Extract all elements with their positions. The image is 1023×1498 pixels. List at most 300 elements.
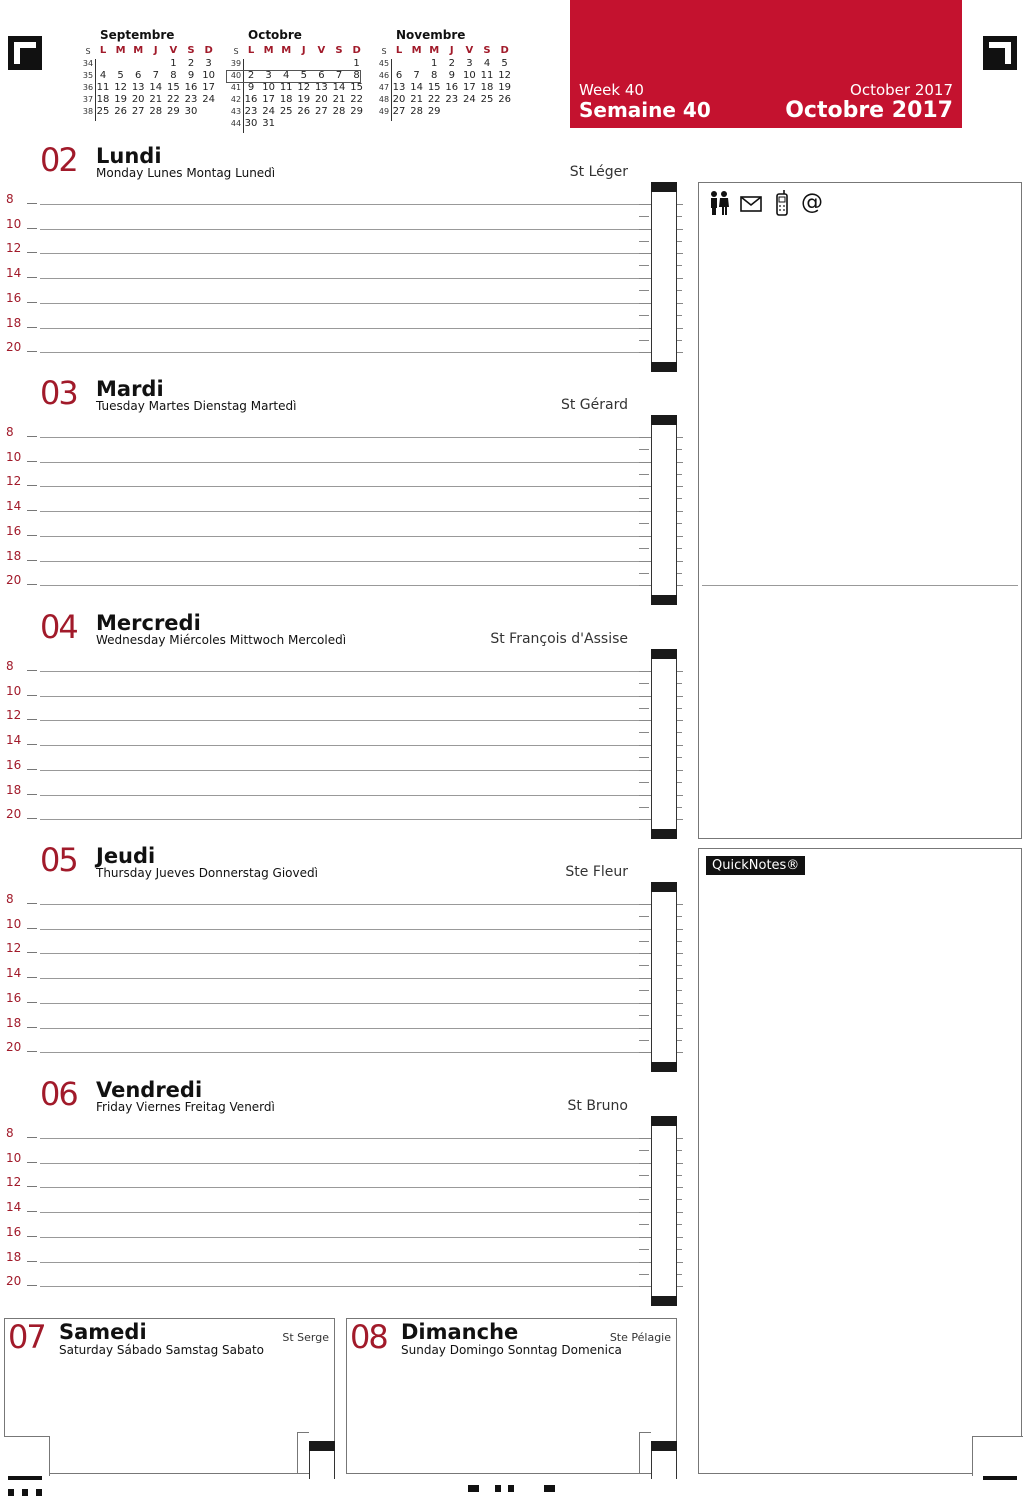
strip-tick	[677, 671, 683, 672]
hour-line[interactable]	[40, 278, 650, 279]
calendar-day[interactable]: 23	[445, 94, 459, 105]
strip-tick	[639, 782, 649, 783]
strip-tick	[677, 573, 682, 574]
calendar-day[interactable]: 24	[262, 106, 275, 117]
checkbox-strip[interactable]	[651, 1441, 677, 1479]
calendar-day[interactable]: 19	[498, 82, 511, 93]
calendar-day[interactable]: 13	[131, 82, 145, 93]
people-icon	[708, 190, 730, 221]
hour-line[interactable]	[40, 462, 650, 463]
calendar-day[interactable]: 9	[247, 82, 255, 93]
calendar-day[interactable]: 9	[187, 70, 195, 81]
hour-tick	[27, 928, 37, 929]
hour-line[interactable]	[40, 303, 650, 304]
calendar-day[interactable]: 28	[149, 106, 163, 117]
calendar-day[interactable]: 14	[149, 82, 163, 93]
hour-tick	[27, 977, 37, 978]
calendar-day[interactable]: 25	[279, 106, 293, 117]
hour-tick	[27, 794, 37, 795]
week-number: 35	[82, 71, 94, 80]
calendar-day[interactable]: 26	[114, 106, 127, 117]
hour-tick	[27, 327, 37, 328]
strip-tick	[677, 1286, 683, 1287]
hour-label: 18	[6, 1015, 22, 1030]
weekday-header: D	[352, 45, 361, 56]
week-number: 44	[230, 119, 242, 128]
footer-mark	[495, 1485, 501, 1492]
strip-tick	[677, 216, 682, 217]
calendar-day[interactable]: 16	[445, 82, 459, 93]
hour-tick	[27, 302, 37, 303]
calendar-day[interactable]: 27	[392, 106, 406, 117]
calendar-day[interactable]: 29	[167, 106, 180, 117]
weekday-header: M	[281, 45, 292, 56]
hour-line[interactable]	[40, 745, 650, 746]
hour-tick	[27, 485, 37, 486]
calendar-day[interactable]: 25	[480, 94, 494, 105]
strip-tick	[677, 498, 682, 499]
strip-cap-bottom	[651, 829, 677, 839]
calendar-day[interactable]: 15	[427, 82, 441, 93]
calendar-day[interactable]: 13	[315, 82, 328, 93]
calendar-day[interactable]: 10	[202, 70, 215, 81]
calendar-day[interactable]: 16	[244, 94, 258, 105]
hour-label: 12	[6, 474, 22, 489]
hour-line[interactable]	[40, 511, 650, 512]
strip-tick	[639, 807, 649, 808]
strip-tick	[639, 1015, 649, 1016]
strip-tick	[639, 1286, 651, 1287]
week-header	[570, 0, 962, 128]
checkbox-strip[interactable]	[651, 1116, 677, 1306]
weekday-header: J	[301, 45, 306, 56]
calendar-day[interactable]: 2	[247, 70, 255, 81]
strip-tick	[677, 265, 682, 266]
strip-tick	[677, 782, 682, 783]
strip-tick	[677, 511, 683, 512]
calendar-day[interactable]: 28	[410, 106, 423, 117]
hour-line[interactable]	[40, 1262, 650, 1263]
hour-line[interactable]	[40, 561, 650, 562]
strip-tick	[677, 1015, 682, 1016]
calendar-day[interactable]: 8	[353, 70, 360, 81]
hour-line[interactable]	[40, 437, 650, 438]
calendar-day[interactable]: 22	[427, 94, 441, 105]
strip-tick	[677, 303, 683, 304]
strip-tick	[677, 696, 683, 697]
calendar-day[interactable]: 9	[448, 70, 455, 81]
strip-tick	[639, 929, 651, 930]
weekday-header: V	[465, 45, 474, 56]
checkbox-strip[interactable]	[651, 649, 677, 839]
strip-tick	[677, 437, 683, 438]
calendar-day[interactable]: 21	[332, 94, 346, 105]
calendar-day[interactable]: 11	[480, 70, 494, 81]
hour-line[interactable]	[40, 1187, 650, 1188]
hour-line[interactable]	[40, 1163, 650, 1164]
strip-tick	[639, 916, 649, 917]
corner-mark-top-right-icon	[983, 36, 1017, 70]
hour-label: 10	[6, 683, 22, 698]
strip-tick	[677, 315, 682, 316]
calendar-day[interactable]: 8	[431, 70, 438, 81]
strip-tick	[639, 523, 649, 524]
calendar-day[interactable]: 6	[395, 70, 403, 81]
strip-tick	[639, 1028, 651, 1029]
day-translations: Saturday Sábado Samstag Sabato	[59, 1343, 264, 1357]
saint-name: St Serge	[282, 1331, 329, 1344]
calendar-day[interactable]: 18	[480, 82, 494, 93]
week-number: 38	[82, 107, 94, 116]
hour-line[interactable]	[40, 1212, 650, 1213]
strip-tick	[677, 745, 683, 746]
footer-mark	[22, 1489, 28, 1496]
strip-cap-bottom	[651, 1062, 677, 1072]
hour-tick	[27, 952, 37, 953]
envelope-icon	[740, 196, 762, 217]
strip-tick	[677, 523, 682, 524]
hour-line[interactable]	[40, 1052, 650, 1053]
hour-line[interactable]	[40, 1028, 650, 1029]
hour-line[interactable]	[40, 1138, 650, 1139]
strip-tick	[677, 941, 682, 942]
calendar-day[interactable]: 1	[431, 58, 438, 69]
strip-tick	[639, 486, 651, 487]
hour-label: 16	[6, 523, 22, 538]
week-number: 46	[378, 71, 390, 80]
weekday-header: M	[115, 45, 126, 56]
calendar-day[interactable]: 8	[170, 70, 177, 81]
calendar-day[interactable]: 31	[262, 118, 275, 129]
hour-line[interactable]	[40, 328, 650, 329]
calendar-day[interactable]: 6	[318, 70, 325, 81]
strip-tick	[639, 696, 651, 697]
hour-line[interactable]	[40, 671, 650, 672]
hour-label: 12	[6, 708, 22, 723]
hour-label: 16	[6, 290, 22, 305]
hour-label: 20	[6, 807, 22, 822]
hour-tick	[27, 277, 37, 278]
strip-tick	[677, 904, 683, 905]
calendar-day[interactable]: 16	[184, 82, 198, 93]
strip-tick	[639, 315, 649, 316]
week-number: 47	[378, 83, 390, 92]
calendar-day[interactable]: 23	[184, 94, 198, 105]
calendar-day[interactable]: 4	[99, 70, 107, 81]
hour-label: 18	[6, 1249, 22, 1264]
strip-tick	[677, 290, 682, 291]
weekday-header: S	[187, 45, 195, 56]
day-translations: Monday Lunes Montag Lunedì	[96, 166, 276, 180]
strip-tick	[639, 965, 649, 966]
strip-tick	[639, 1150, 649, 1151]
calendar-day[interactable]: 13	[392, 82, 406, 93]
calendar-day[interactable]: 30	[244, 118, 258, 129]
calendar-day[interactable]: 6	[135, 70, 142, 81]
hour-label: 16	[6, 990, 22, 1005]
calendar-day[interactable]: 27	[131, 106, 145, 117]
calendar-day[interactable]: 1	[170, 58, 177, 69]
calendar-day[interactable]: 28	[332, 106, 346, 117]
calendar-day[interactable]: 22	[350, 94, 363, 105]
strip-tick	[677, 819, 683, 820]
checkbox-strip[interactable]	[651, 415, 677, 605]
day-number: 02	[40, 141, 77, 179]
hour-label: 10	[6, 1150, 22, 1165]
saint-name: St François d'Assise	[490, 631, 628, 647]
calendar-day[interactable]: 18	[96, 94, 110, 105]
calendar-day[interactable]: 1	[353, 58, 360, 69]
weekday-header: V	[169, 45, 178, 56]
hour-line[interactable]	[40, 1003, 650, 1004]
calendar-day[interactable]: 17	[463, 82, 476, 93]
strip-tick	[677, 561, 683, 562]
calendar-day[interactable]: 24	[202, 94, 215, 105]
strip-tick	[677, 486, 683, 487]
hour-line[interactable]	[40, 1286, 650, 1287]
weekday-header: D	[204, 45, 213, 56]
calendar-day[interactable]: 7	[413, 70, 420, 81]
week-number: 49	[378, 107, 390, 116]
weekday-header: M	[133, 45, 144, 56]
strip-tick	[639, 757, 649, 758]
calendar-day[interactable]: 18	[279, 94, 293, 105]
hour-line[interactable]	[40, 770, 650, 771]
hour-line[interactable]	[40, 978, 650, 979]
calendar-day[interactable]: 12	[114, 82, 127, 93]
notch-line	[297, 1432, 309, 1433]
hour-tick	[27, 1186, 37, 1187]
hour-tick	[27, 1236, 37, 1237]
strip-tick	[639, 1237, 651, 1238]
calendar-day[interactable]: 7	[152, 70, 159, 81]
hour-line[interactable]	[40, 819, 650, 820]
calendar-day[interactable]: 3	[265, 70, 272, 81]
calendar-day[interactable]: 19	[114, 94, 127, 105]
strip-tick	[639, 352, 651, 353]
calendar-day[interactable]: 2	[187, 58, 195, 69]
strip-tick	[677, 1163, 683, 1164]
hour-tick	[27, 1162, 37, 1163]
strip-tick	[639, 573, 649, 574]
calendar-day[interactable]: 30	[184, 106, 198, 117]
week-number: 45	[378, 59, 390, 68]
calendar-day[interactable]: 17	[202, 82, 215, 93]
calendar-day[interactable]: 11	[96, 82, 110, 93]
hour-tick	[27, 818, 37, 819]
strip-tick	[677, 978, 683, 979]
calendar-day[interactable]: 20	[131, 94, 145, 105]
calendar-day[interactable]: 21	[410, 94, 423, 105]
calendar-day[interactable]: 3	[466, 58, 473, 69]
strip-tick	[677, 449, 682, 450]
hour-line[interactable]	[40, 1237, 650, 1238]
day-number: 03	[40, 374, 77, 412]
calendar-day[interactable]: 26	[297, 106, 311, 117]
month-label-en: October 2017	[850, 81, 953, 99]
strip-tick	[639, 1274, 649, 1275]
week-number: 36	[82, 83, 94, 92]
weekday-header: D	[500, 45, 509, 56]
strip-tick	[639, 941, 649, 942]
strip-tick	[677, 1212, 683, 1213]
strip-tick	[677, 757, 682, 758]
strip-tick	[639, 474, 649, 475]
hour-label: 8	[6, 659, 14, 673]
calendar-day[interactable]: 20	[392, 94, 406, 105]
strip-tick	[677, 1249, 682, 1250]
day-name: Mardi	[96, 377, 164, 401]
weekday-header: S	[335, 45, 343, 56]
hour-tick	[27, 1211, 37, 1212]
weekday-header: V	[317, 45, 326, 56]
calendar-day[interactable]: 15	[350, 82, 363, 93]
hour-line[interactable]	[40, 696, 650, 697]
hour-tick	[27, 1285, 37, 1286]
calendar-day[interactable]: 5	[501, 58, 508, 69]
calendar-day[interactable]: 17	[262, 94, 275, 105]
calendar-day[interactable]: 19	[297, 94, 311, 105]
hour-line[interactable]	[40, 204, 650, 205]
weekday-header: S	[381, 47, 387, 56]
checkbox-strip[interactable]	[651, 882, 677, 1072]
calendar-day[interactable]: 24	[463, 94, 476, 105]
strip-tick	[677, 770, 683, 771]
hour-line[interactable]	[40, 352, 650, 353]
hour-line[interactable]	[40, 229, 650, 230]
strip-tick	[639, 671, 651, 672]
hour-line[interactable]	[40, 486, 650, 487]
strip-tick	[639, 1187, 651, 1188]
strip-tick	[639, 1249, 649, 1250]
month-label-fr: Octobre 2017	[785, 98, 953, 123]
strip-tick	[639, 770, 651, 771]
checkbox-strip[interactable]	[651, 182, 677, 372]
calendar-day[interactable]: 5	[300, 70, 307, 81]
strip-tick	[639, 253, 651, 254]
hour-line[interactable]	[40, 585, 650, 586]
weekday-header: M	[263, 45, 274, 56]
strip-tick	[677, 720, 683, 721]
strip-tick	[639, 1003, 651, 1004]
hour-tick	[27, 1137, 37, 1138]
strip-tick	[677, 990, 682, 991]
calendar-day[interactable]: 14	[332, 82, 346, 93]
hour-line[interactable]	[40, 929, 650, 930]
hour-tick	[27, 203, 37, 204]
hour-line[interactable]	[40, 536, 650, 537]
mini-calendar-month-name: Septembre	[100, 28, 175, 42]
hour-tick	[27, 436, 37, 437]
hour-line[interactable]	[40, 795, 650, 796]
calendar-day[interactable]: 10	[463, 70, 476, 81]
calendar-day[interactable]: 4	[283, 70, 290, 81]
strip-tick	[639, 1138, 651, 1139]
calendar-day[interactable]: 29	[427, 106, 441, 117]
strip-tick	[639, 1040, 649, 1041]
strip-tick	[639, 536, 651, 537]
strip-tick	[639, 683, 649, 684]
hour-tick	[27, 510, 37, 511]
strip-tick	[677, 241, 682, 242]
footer-mark	[36, 1489, 42, 1496]
calendar-day[interactable]: 7	[335, 70, 343, 81]
calendar-day[interactable]: 2	[448, 58, 455, 69]
hour-line[interactable]	[40, 904, 650, 905]
mini-calendar-month-name: Novembre	[396, 28, 466, 42]
calendar-day[interactable]: 3	[205, 58, 212, 69]
calendar-day[interactable]: 12	[498, 70, 511, 81]
notch-mask	[972, 1436, 1023, 1476]
calendar-day[interactable]: 29	[350, 106, 363, 117]
hour-tick	[27, 1027, 37, 1028]
strip-tick	[677, 585, 683, 586]
calendar-day[interactable]: 22	[167, 94, 180, 105]
calendar-day[interactable]: 12	[297, 82, 311, 93]
weekday-header: J	[153, 45, 158, 56]
footer-mark	[544, 1485, 555, 1492]
calendar-day[interactable]: 5	[117, 70, 124, 81]
calendar-day[interactable]: 21	[149, 94, 163, 105]
hour-tick	[27, 535, 37, 536]
strip-tick	[677, 1175, 682, 1176]
hour-tick	[27, 1051, 37, 1052]
weekday-header: L	[99, 45, 107, 56]
calendar-day[interactable]: 25	[96, 106, 110, 117]
calendar-day[interactable]: 15	[167, 82, 180, 93]
week-label-fr: Semaine 40	[579, 98, 711, 122]
strip-tick	[639, 498, 649, 499]
hour-line[interactable]	[40, 953, 650, 954]
week-number: 37	[82, 95, 94, 104]
strip-cap-top	[651, 649, 677, 659]
day-name: Vendredi	[96, 1078, 203, 1102]
at-sign-icon: @	[801, 190, 823, 215]
calendar-day[interactable]: 4	[483, 58, 491, 69]
strip-tick	[639, 511, 651, 512]
quicknotes-panel[interactable]	[698, 848, 1022, 1474]
weekday-header: M	[411, 45, 422, 56]
calendar-day[interactable]: 27	[315, 106, 328, 117]
calendar-day[interactable]: 10	[262, 82, 275, 93]
weekday-header: S	[483, 45, 491, 56]
hour-line[interactable]	[40, 253, 650, 254]
hour-label: 20	[6, 1274, 22, 1289]
strip-tick	[677, 1237, 683, 1238]
strip-tick	[677, 462, 683, 463]
calendar-day[interactable]: 11	[279, 82, 293, 93]
checkbox-strip[interactable]	[309, 1441, 335, 1479]
calendar-day[interactable]: 23	[244, 106, 258, 117]
notch-mask	[4, 1436, 50, 1476]
weekday-header: M	[429, 45, 440, 56]
strip-cap-top	[651, 882, 677, 892]
strip-tick	[677, 1003, 683, 1004]
strip-tick	[639, 328, 651, 329]
calendar-day[interactable]: 20	[315, 94, 328, 105]
week-number: 48	[378, 95, 390, 104]
contacts-panel[interactable]	[698, 182, 1022, 839]
day-number: 04	[40, 608, 77, 646]
strip-tick	[639, 241, 649, 242]
calendar-day[interactable]: 26	[498, 94, 511, 105]
hour-tick	[27, 1261, 37, 1262]
week-number: 43	[230, 107, 242, 116]
hour-line[interactable]	[40, 720, 650, 721]
week-number: 42	[230, 95, 242, 104]
strip-tick	[639, 561, 651, 562]
calendar-day[interactable]: 14	[410, 82, 423, 93]
